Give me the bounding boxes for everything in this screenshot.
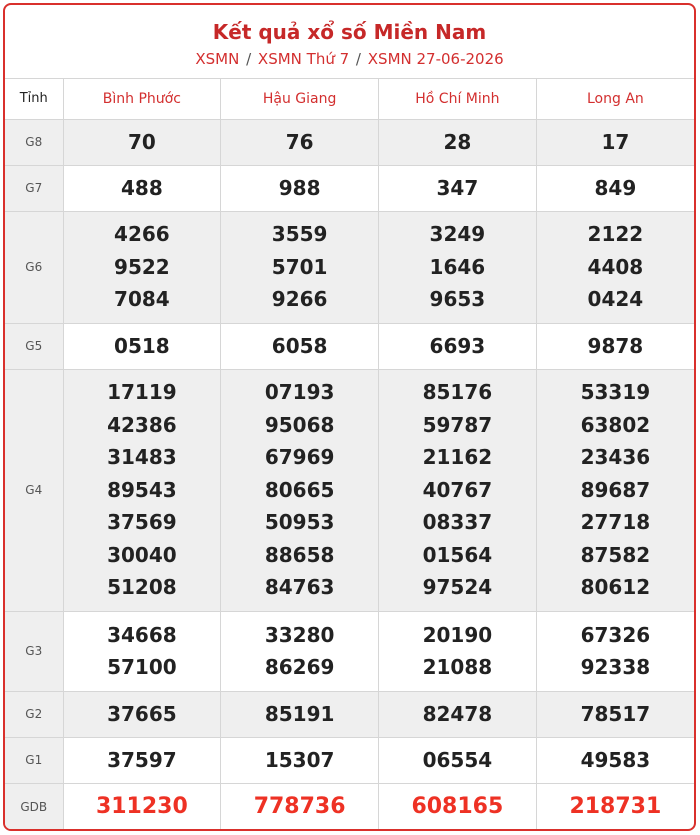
prize-number: 34668	[107, 622, 177, 647]
prize-cell	[379, 369, 537, 611]
prize-number: 23436	[580, 445, 651, 470]
prize-number: 89687	[580, 477, 651, 502]
prize-number: 82478	[422, 701, 493, 726]
province-column-header: Tỉnh	[5, 79, 63, 119]
prize-cell	[63, 737, 221, 783]
prize-label: G5	[5, 323, 63, 369]
prize-number: 30040	[107, 542, 177, 567]
prize-number: 87582	[580, 542, 651, 567]
prize-cell	[221, 211, 379, 323]
prize-number: 95068	[264, 412, 335, 437]
prize-number: 9878	[587, 333, 644, 358]
results-header	[5, 5, 694, 79]
prize-number: 4266	[114, 222, 170, 247]
prize-number: 3559	[271, 222, 328, 247]
prize-number: 21162	[422, 445, 493, 470]
prize-number: 85191	[264, 701, 335, 726]
prize-number: 1646	[429, 254, 486, 279]
prize-number: 27718	[580, 510, 651, 535]
prize-label: G1	[5, 737, 63, 783]
prize-cell	[379, 783, 537, 831]
prize-cell	[221, 611, 379, 691]
prize-number: 15307	[264, 747, 335, 772]
prize-cell	[63, 611, 221, 691]
prize-cell	[379, 211, 537, 323]
prize-number: 778736	[253, 794, 346, 819]
breadcrumb-separator: /	[355, 50, 361, 68]
prize-cell	[536, 165, 694, 211]
prize-cell	[63, 369, 221, 611]
prize-number: 07193	[264, 380, 335, 405]
prize-row-g4	[5, 369, 694, 611]
prize-cell	[221, 323, 379, 369]
prize-number: 51208	[107, 575, 177, 600]
prize-number: 488	[121, 175, 163, 200]
prize-number: 3249	[429, 222, 486, 247]
table-header-row	[5, 79, 694, 119]
prize-number: 08337	[422, 510, 493, 535]
province-ho-chi-minh[interactable]: Hồ Chí Minh	[379, 79, 537, 119]
prize-number: 67969	[264, 445, 335, 470]
results-card	[3, 3, 696, 831]
prize-row-g8	[5, 119, 694, 165]
prize-row-g1	[5, 737, 694, 783]
prize-cell	[536, 211, 694, 323]
prize-number: 0518	[114, 333, 170, 358]
province-long-an[interactable]: Long An	[536, 79, 694, 119]
prize-cell	[536, 691, 694, 737]
prize-cell	[63, 323, 221, 369]
prize-number: 6058	[271, 333, 328, 358]
breadcrumb-xsmn[interactable]: XSMN	[195, 50, 240, 68]
prize-cell	[379, 737, 537, 783]
prize-number: 06554	[422, 747, 493, 772]
prize-number: 2122	[587, 222, 644, 247]
prize-number: 37665	[107, 701, 177, 726]
prize-cell	[221, 737, 379, 783]
prize-cell	[221, 165, 379, 211]
prize-cell	[221, 369, 379, 611]
prize-row-gdb	[5, 783, 694, 831]
prize-number: 17	[601, 129, 630, 154]
prize-number: 80612	[580, 575, 651, 600]
page-title: Kết quả xổ số Miền Nam	[212, 20, 487, 44]
prize-cell	[536, 323, 694, 369]
prize-number: 37597	[107, 747, 177, 772]
prize-label: GDB	[5, 783, 63, 831]
prize-label: G3	[5, 611, 63, 691]
prize-number: 988	[278, 175, 321, 200]
prize-number: 347	[436, 175, 479, 200]
prize-number: 89543	[107, 477, 177, 502]
prize-row-g6	[5, 211, 694, 323]
prize-number: 80665	[264, 477, 335, 502]
prize-cell	[221, 783, 379, 831]
prize-number: 31483	[107, 445, 177, 470]
prize-number: 0424	[587, 287, 644, 312]
prize-number: 311230	[95, 794, 188, 819]
prize-number: 4408	[587, 254, 644, 279]
prize-number: 57100	[107, 655, 177, 679]
prize-number: 50953	[264, 510, 335, 535]
prize-row-g2	[5, 691, 694, 737]
prize-number: 86269	[264, 655, 335, 679]
results-table	[5, 79, 694, 831]
prize-cell	[221, 691, 379, 737]
prize-row-g7	[5, 165, 694, 211]
prize-label: G2	[5, 691, 63, 737]
prize-number: 40767	[422, 477, 493, 502]
prize-cell	[536, 611, 694, 691]
prize-number: 78517	[580, 701, 651, 726]
prize-number: 6693	[429, 333, 486, 358]
prize-number: 59787	[422, 412, 493, 437]
prize-number: 92338	[580, 655, 651, 679]
prize-number: 28	[443, 129, 472, 154]
prize-cell	[63, 165, 221, 211]
prize-cell	[379, 611, 537, 691]
prize-number: 9266	[271, 287, 328, 312]
province-hau-giang[interactable]: Hậu Giang	[221, 79, 379, 119]
prize-number: 33280	[264, 622, 335, 647]
prize-number: 01564	[422, 542, 493, 567]
prize-cell	[379, 691, 537, 737]
prize-cell	[221, 119, 379, 165]
prize-label: G7	[5, 165, 63, 211]
prize-cell	[379, 323, 537, 369]
prize-cell	[63, 211, 221, 323]
prize-number: 88658	[264, 542, 335, 567]
prize-number: 63802	[580, 412, 651, 437]
prize-cell	[536, 783, 694, 831]
prize-number: 608165	[411, 794, 504, 819]
breadcrumb	[5, 49, 694, 69]
prize-number: 49583	[580, 747, 651, 772]
prize-number: 20190	[422, 622, 493, 647]
prize-cell	[379, 165, 537, 211]
breadcrumb-xsmn-day[interactable]: XSMN Thứ 7	[257, 50, 350, 68]
prize-label: G8	[5, 119, 63, 165]
prize-table-body	[5, 119, 694, 831]
breadcrumb-xsmn-date[interactable]: XSMN 27-06-2026	[367, 50, 504, 68]
prize-row-g3	[5, 611, 694, 691]
prize-number: 9522	[114, 254, 170, 279]
prize-number: 67326	[580, 622, 651, 647]
prize-cell	[536, 119, 694, 165]
prize-number: 37569	[107, 510, 177, 535]
prize-number: 53319	[580, 380, 651, 405]
prize-cell	[379, 119, 537, 165]
prize-number: 42386	[107, 412, 177, 437]
prize-number: 5701	[271, 254, 328, 279]
prize-number: 85176	[422, 380, 493, 405]
prize-number: 218731	[569, 794, 662, 819]
prize-number: 9653	[429, 287, 486, 312]
prize-number: 76	[285, 129, 314, 154]
prize-cell	[536, 369, 694, 611]
prize-label: G4	[5, 369, 63, 611]
prize-number: 97524	[422, 575, 493, 600]
prize-number: 84763	[264, 575, 335, 600]
prize-row-g5	[5, 323, 694, 369]
prize-cell	[63, 119, 221, 165]
prize-number: 21088	[422, 655, 493, 679]
province-binh-phuoc[interactable]: Bình Phước	[63, 79, 221, 119]
prize-cell	[536, 737, 694, 783]
prize-number: 849	[594, 175, 637, 200]
prize-label: G6	[5, 211, 63, 323]
prize-number: 7084	[114, 287, 170, 312]
prize-number: 70	[127, 129, 156, 154]
prize-cell	[63, 691, 221, 737]
prize-cell	[63, 783, 221, 831]
breadcrumb-separator: /	[246, 50, 252, 68]
prize-number: 17119	[107, 380, 177, 405]
